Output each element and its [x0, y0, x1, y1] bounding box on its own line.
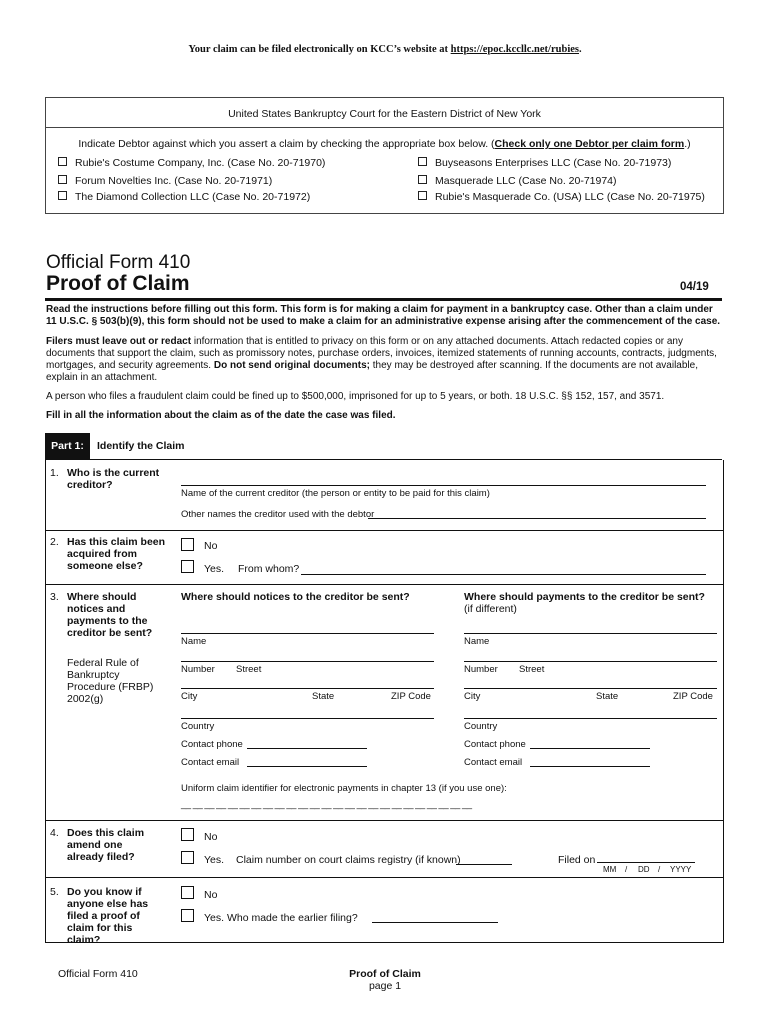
debtor-checkbox[interactable] — [418, 157, 427, 166]
debtor-instruction — [46, 138, 723, 150]
payments-phone-label: Contact phone — [464, 739, 526, 750]
uci-label: Uniform claim identifier for electronic payments in chapter 13 (if you use one): — [181, 783, 507, 794]
yyyy-label: YYYY — [670, 865, 692, 874]
debtor-label: The Diamond Collection LLC (Case No. 20-71972) — [75, 191, 311, 203]
footer-title: Proof of Claim — [349, 968, 421, 980]
payments-email-field[interactable] — [530, 766, 650, 767]
notices-name-label: Name — [181, 636, 207, 647]
payments-heading — [464, 591, 714, 615]
q5-yes-label: Yes. Who made the earlier filing? — [204, 912, 358, 924]
fill-instruction: Fill in all the information about the claim as of the date the case was filed. — [46, 410, 396, 421]
q4-no-label: No — [204, 831, 218, 843]
debtor-selection-box — [45, 97, 724, 214]
claim-number-field[interactable] — [456, 864, 512, 865]
question-4 — [45, 821, 724, 878]
question-text: Do you know if anyone else has filed a proof of claim for this claim? — [67, 886, 149, 946]
debtor-checkbox[interactable] — [58, 157, 67, 166]
question-3 — [45, 585, 724, 821]
notices-email-field[interactable] — [247, 766, 367, 767]
earlier-filer-field[interactable] — [372, 922, 498, 923]
payments-city-label: City — [464, 691, 481, 702]
debtor-label: Rubie's Masquerade Co. (USA) LLC (Case No. 20-71975) — [435, 191, 705, 203]
q2-no-label: No — [204, 540, 218, 552]
claim-number-label: Claim number on court claims registry (if known) — [236, 854, 461, 866]
q5-no-label: No — [204, 889, 218, 901]
payments-street-field[interactable] — [464, 661, 717, 662]
footer-form-number: Official Form 410 — [58, 968, 138, 980]
notices-state-label: State — [312, 691, 335, 702]
notices-country-label: Country — [181, 721, 215, 732]
question-number: 1. — [50, 467, 59, 479]
payments-email-label: Contact email — [464, 757, 523, 768]
debtor-checkbox[interactable] — [58, 191, 67, 200]
notices-phone-label: Contact phone — [181, 739, 243, 750]
date-slash-1: / — [625, 865, 628, 874]
question-text: Who is the current creditor? — [67, 467, 160, 491]
question-text: Has this claim been acquired from someone else? — [67, 536, 166, 572]
question-1 — [45, 460, 724, 531]
date-slash-2: / — [658, 865, 661, 874]
electronic-filing-note — [0, 44, 770, 55]
debtor-option-rubies-costume[interactable] — [58, 157, 325, 169]
q2-no-checkbox[interactable] — [181, 538, 194, 551]
question-text: Where should notices and payments to the creditor be sent? — [67, 591, 153, 639]
mm-label: MM — [603, 865, 617, 874]
q4-yes-checkbox[interactable] — [181, 851, 194, 864]
question-5 — [45, 878, 724, 946]
question-number: 4. — [50, 827, 59, 839]
from-whom-label: From whom? — [238, 563, 300, 575]
redaction-text-end: they may be destroyed after scanning. If the documents are not available, explain in an attachment. — [46, 360, 698, 383]
question-number: 3. — [50, 591, 59, 603]
debtor-checkbox[interactable] — [58, 175, 67, 184]
form-number: Official Form 410 — [46, 252, 191, 273]
q5-yes-checkbox[interactable] — [181, 909, 194, 922]
dd-label: DD — [638, 865, 650, 874]
notices-email-label: Contact email — [181, 757, 240, 768]
notices-city-field[interactable] — [181, 688, 434, 689]
uci-field[interactable]: __ __ __ __ __ __ __ __ __ __ __ __ __ __ __ __ __ __ __ __ __ __ __ __ __ — [181, 799, 472, 810]
other-names-field[interactable] — [368, 518, 706, 519]
instruction-suffix: .) — [684, 138, 691, 150]
notices-heading: Where should notices to the creditor be sent? — [181, 591, 410, 603]
court-divider — [46, 127, 723, 128]
part1-title: Identify the Claim — [97, 440, 185, 452]
part1-tag: Part 1: — [45, 433, 90, 459]
payments-name-field[interactable] — [464, 633, 717, 634]
notices-city-label: City — [181, 691, 198, 702]
kcc-website-link[interactable]: https://epoc.kccllc.net/rubies — [450, 44, 579, 55]
part1-header — [45, 433, 722, 460]
filed-on-field[interactable] — [597, 862, 695, 863]
from-whom-field[interactable] — [301, 574, 706, 575]
notices-number-label: Number — [181, 664, 215, 675]
footer-center — [0, 968, 770, 992]
q5-no-checkbox[interactable] — [181, 886, 194, 899]
debtor-option-diamond-collection[interactable] — [58, 191, 310, 203]
frbp-rule: Federal Rule of Bankruptcy Procedure (FRBP) 2002(g) — [67, 657, 154, 705]
title-rule — [45, 298, 722, 301]
q4-no-checkbox[interactable] — [181, 828, 194, 841]
notices-name-field[interactable] — [181, 633, 434, 634]
form-title: Proof of Claim — [46, 272, 190, 295]
redaction-bold: Filers must leave out or redact — [46, 336, 192, 347]
notices-phone-field[interactable] — [247, 748, 367, 749]
q2-yes-checkbox[interactable] — [181, 560, 194, 573]
payments-country-label: Country — [464, 721, 498, 732]
note-suffix: . — [578, 44, 582, 55]
instruction-prefix: Indicate Debtor against which you assert a claim by checking the appropriate box below. ( — [78, 138, 495, 150]
q4-yes-label: Yes. — [204, 854, 225, 866]
other-names-label: Other names the creditor used with the debtor — [181, 509, 375, 520]
creditor-name-field[interactable] — [181, 485, 706, 486]
payments-heading-bold: Where should payments to the creditor be sent? — [464, 591, 705, 603]
question-2 — [45, 531, 724, 585]
debtor-option-buyseasons[interactable] — [418, 157, 671, 169]
notices-street-field[interactable] — [181, 661, 434, 662]
instruction-emphasis: Check only one Debtor per claim form — [494, 138, 685, 150]
payments-number-label: Number — [464, 664, 498, 675]
payments-heading-rest: (if different) — [464, 603, 517, 615]
debtor-label: Buyseasons Enterprises LLC (Case No. 20-71973) — [435, 157, 672, 169]
debtor-option-masquerade[interactable] — [418, 175, 617, 187]
payments-city-field[interactable] — [464, 688, 717, 689]
redaction-text: information that is entitled to privacy on this form or on any attached documents. Attach redacted copies or any documents that support the claim, such as promissory notes, purchase orders, invoices, itemized statements of running accounts, contracts, judgments, mortgages, and security agreements. — [46, 336, 717, 371]
q2-yes-label: Yes. — [204, 563, 225, 575]
payments-phone-field[interactable] — [530, 748, 650, 749]
payments-state-label: State — [596, 691, 619, 702]
debtor-checkbox[interactable] — [418, 191, 427, 200]
court-title: United States Bankruptcy Court for the Eastern District of New York — [228, 108, 541, 120]
debtor-option-forum-novelties[interactable] — [58, 175, 272, 187]
creditor-name-caption: Name of the current creditor (the person or entity to be paid for this claim) — [181, 488, 490, 499]
notices-zip-label: ZIP Code — [391, 691, 431, 702]
instructions-paragraph: Read the instructions before filling out this form. This form is for making a claim for payment in a bankruptcy case. Other than a claim under 11 U.S.C. § 503(b)(9), this form should not be used to make a claim for an administrative expense arising after the commencement of the case. — [46, 304, 721, 327]
debtor-checkbox[interactable] — [418, 175, 427, 184]
debtor-label: Rubie's Costume Company, Inc. (Case No. 20-71970) — [75, 157, 326, 169]
debtor-label: Forum Novelties Inc. (Case No. 20-71971) — [75, 175, 273, 187]
payments-zip-label: ZIP Code — [673, 691, 713, 702]
form-version: 04/19 — [680, 281, 709, 293]
question-number: 5. — [50, 886, 59, 898]
notices-country-field[interactable] — [181, 718, 434, 719]
debtor-label: Masquerade LLC (Case No. 20-71974) — [435, 175, 617, 187]
payments-name-label: Name — [464, 636, 490, 647]
question-number: 2. — [50, 536, 59, 548]
payments-street-label: Street — [519, 664, 545, 675]
no-originals-bold: Do not send original documents; — [213, 360, 370, 371]
note-prefix: Your claim can be filed electronically on KCC’s website at — [188, 44, 451, 55]
redaction-paragraph — [46, 336, 722, 384]
notices-street-label: Street — [236, 664, 262, 675]
debtor-option-rubies-masquerade[interactable] — [418, 191, 705, 203]
payments-country-field[interactable] — [464, 718, 717, 719]
question-text: Does this claim amend one already filed? — [67, 827, 145, 863]
footer-page: page 1 — [368, 980, 402, 992]
fraud-warning: A person who files a fraudulent claim could be fined up to $500,000, imprisoned for up to 5 years, or both. 18 U.S.C. §§ 152, 157, and 3571. — [46, 391, 665, 402]
filed-on-label: Filed on — [558, 854, 596, 866]
